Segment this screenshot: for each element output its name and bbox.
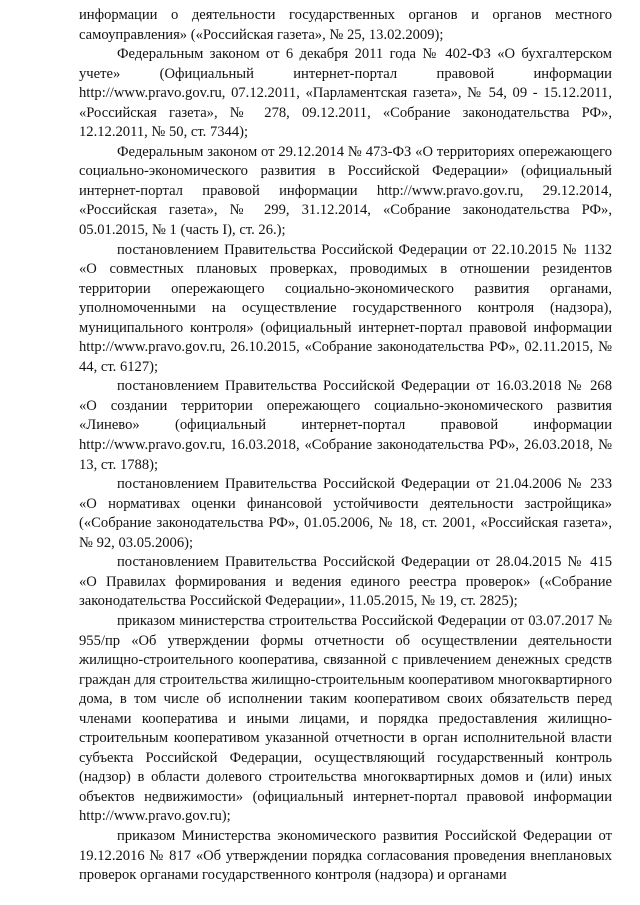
paragraph-6: постановлением Правительства Российской Федерации от 21.04.2006 № 233 «О нормативах оценки финансовой устойчивости деятельности застройщика» («Собрание законодательства РФ», 01.05.2006, № 18, ст. 2001, «Российская газета», № 92, 03.05.2006); [79, 476, 612, 551]
paragraph-7: постановлением Правительства Российской Федерации от 28.04.2015 № 415 «О Правилах формирования и ведения единого реестра проверок» («Собрание законодательства Российской Федерации», 11.05.2015, № 19, ст. 2825); [79, 554, 612, 610]
document-page [79, 6, 612, 886]
paragraph-9: приказом Министерства экономического развития Российской Федерации от 19.12.2016 № 817 «Об утверждении порядка согласования проведения внеплановых проверок органами государственного контроля (надзора) и органами [79, 827, 612, 884]
paragraph-2: Федеральным законом от 6 декабря 2011 года № 402-ФЗ «О бухгалтерском учете» (Официальный интернет-портал правовой информации http://www.pravo.gov.ru, 07.12.2011, «Парламентская газета», № 54, 09 - 15.12.2011, «Российская газета», № 278, 09.12.2011, «Собрание законодательства РФ», 12.12.2011, № 50, ст. 7344); [79, 46, 612, 141]
paragraph-5: постановлением Правительства Российской Федерации от 16.03.2018 № 268 «О создании территории опережающего социально-экономического развития «Линево» (официальный интернет-портал правовой информации http://www.pravo.gov.ru, 16.03.2018, «Собрание законодательства РФ», 26.03.2018, № 13, ст. 1788); [79, 378, 612, 473]
paragraph-8: приказом министерства строительства Российской Федерации от 03.07.2017 № 955/пр «Об утверждении формы отчетности об осуществлении деятельности жилищно-строительного кооператива, связанной с привлечением денежных средств граждан для строительства жилищно-строительным кооперативом многоквартирного дома, в том числе об исполнении таким кооперативом своих обязательств перед членами кооператива и иными лицами, и порядка предоставления жилищно-строительным кооперативом указанной отчетности в орган исполнительной власти субъекта Российской Федерации, осуществляющий государственный контроль (надзор) в области долевого строительства многоквартирных домов и (или) иных объектов недвижимости» (официальный интернет-портал правовой информации http://www.pravo.gov.ru); [79, 612, 612, 825]
paragraph-4: постановлением Правительства Российской Федерации от 22.10.2015 № 1132 «О совместных плановых проверках, проводимых в отношении резидентов территории опережающего социально-экономического развития органами, уполномоченными на осуществление государственного контроля (надзора), муниципального контроля» (официальный интернет-портал правовой информации http://www.pravo.gov.ru, 26.10.2015, «Собрание законодательства РФ», 02.11.2015, № 44, ст. 6127); [79, 241, 612, 375]
paragraph-3: Федеральным законом от 29.12.2014 № 473-ФЗ «О территориях опережающего социально-экономического развития в Российской Федерации» (официальный интернет-портал правовой информации http://www.pravo.gov.ru, 29.12.2014, «Российская газета», № 299, 31.12.2014, «Собрание законодательства РФ», 05.01.2015, № 1 (часть I), ст. 26.); [79, 143, 612, 239]
paragraph-1: информации о деятельности государственных органов и органов местного самоуправления» («Российская газета», № 25, 13.02.2009); [79, 7, 612, 43]
